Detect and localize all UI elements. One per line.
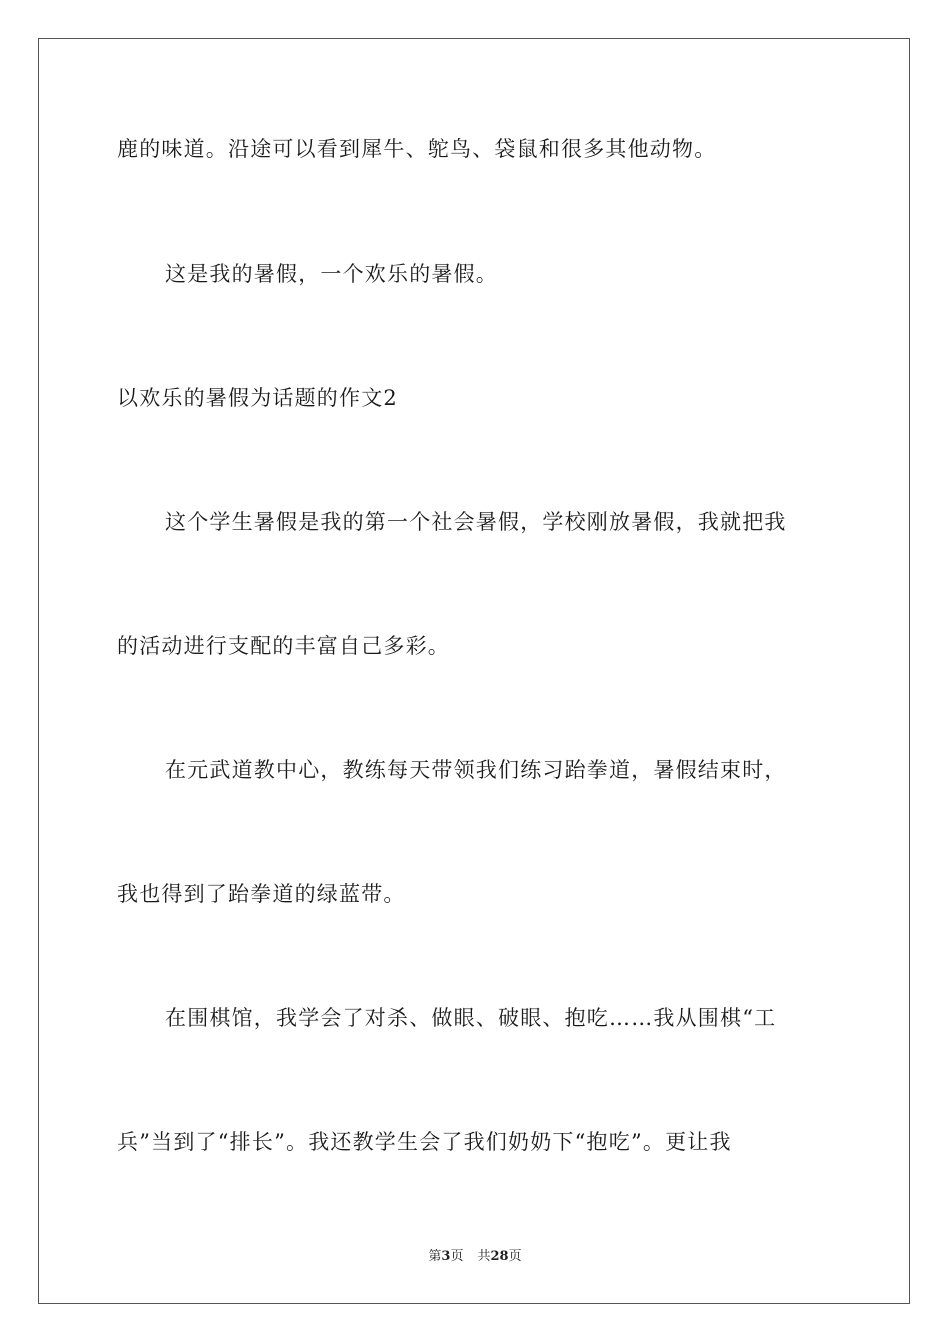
body-text-line: 在围棋馆，我学会了对杀、做眼、破眼、抱吃……我从围棋“工 — [165, 1006, 777, 1030]
total-pages: 28 — [490, 1249, 509, 1264]
total-suffix: 页 — [508, 1249, 522, 1264]
page-footer — [0, 1248, 950, 1266]
body-text-line: 这个学生暑假是我的第一个社会暑假，学校刚放暑假，我就把我 — [165, 510, 787, 534]
body-text-line: 这是我的暑假，一个欢乐的暑假。 — [165, 262, 498, 286]
page-border — [38, 38, 910, 1304]
body-text-line: 兵”当到了“排长”。我还教学生会了我们奶奶下“抱吃”。更让我 — [117, 1130, 732, 1154]
body-text-line: 在元武道教中心，教练每天带领我们练习跆拳道，暑假结束时， — [165, 758, 787, 782]
body-text-line: 的活动进行支配的丰富自己多彩。 — [117, 634, 450, 658]
body-text-line: 我也得到了跆拳道的绿蓝带。 — [117, 882, 406, 906]
total-prefix: 共 — [477, 1249, 491, 1264]
page-suffix: 页 — [450, 1249, 464, 1264]
body-text-line: 鹿的味道。沿途可以看到犀牛、鸵鸟、袋鼠和很多其他动物。 — [117, 137, 717, 161]
page-number: 3 — [441, 1249, 451, 1264]
page-prefix: 第 — [428, 1249, 442, 1264]
section-heading: 以欢乐的暑假为话题的作文2 — [117, 386, 398, 410]
